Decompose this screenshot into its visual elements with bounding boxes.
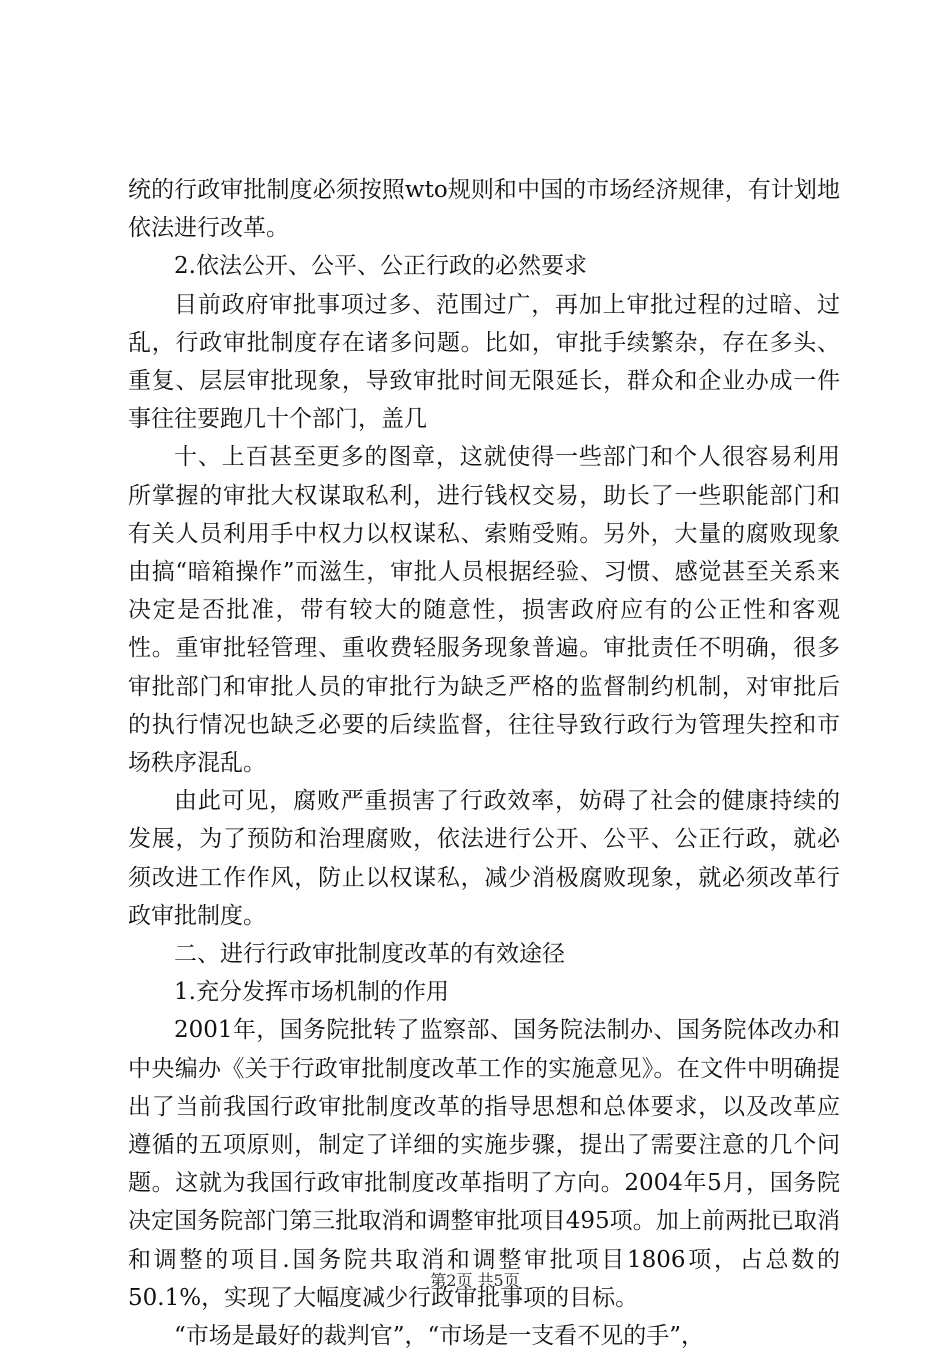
paragraph-conclusion: 由此可见，腐败严重损害了行政效率，妨碍了社会的健康持续的发展，为了预防和治理腐败，依法进行公开、公平、公正行政，就必须改进工作作风，防止以权谋私，减少消极腐败现象，就必须改革行政审批制度。 <box>128 788 840 929</box>
paragraph-market-quote: “市场是最好的裁判官”，“市场是一支看不见的手”， <box>174 1323 705 1350</box>
page-footer: 第2页 共5页 <box>430 1271 520 1290</box>
paragraph-corruption-issues: 十、上百甚至更多的图章，这就使得一些部门和个人很容易利用所掌握的审批大权谋取私利，进行钱权交易，助长了一些职能部门和有关人员利用手中权力以权谋私、索贿受贿。另外，大量的腐败现象由搞“暗箱操作”而滋生，审批人员根据经验、习惯、感觉甚至关系来决定是否批准，带有较大的随意性，损害政府应有的公正性和客观性。重审批轻管理、重收费轻服务现象普遍。审批责任不明确，很多审批部门和审批人员的审批行为缺乏严格的监督制约机制，对审批后的执行情况也缺乏必要的后续监督，往往导致行政行为管理失控和市场秩序混乱。 <box>128 444 840 777</box>
subheading-legal-administration: 2.依法公开、公平、公正行政的必然要求 <box>174 253 587 280</box>
subheading-market-mechanism: 1.充分发挥市场机制的作用 <box>174 979 449 1006</box>
section-heading-reform-paths: 二、进行行政审批制度改革的有效途径 <box>174 941 565 968</box>
document-body <box>128 171 840 1355</box>
paragraph-approval-problems: 目前政府审批事项过多、范围过广，再加上审批过程的过暗、过乱，行政审批制度存在诸多问题。比如，审批手续繁杂，存在多头、重复、层层审批现象，导致审批时间无限延长，群众和企业办成一件事往往要跑几十个部门，盖几 <box>128 291 840 433</box>
paragraph-state-council-reform: 2001年，国务院批转了监察部、国务院法制办、国务院体改办和中央编办《关于行政审批制度改革工作的实施意见》。在文件中明确提出了当前我国行政审批制度改革的指导思想和总体要求，以及改革应遵循的五项原则，制定了详细的实施步骤，提出了需要注意的几个问题。这就为我国行政审批制度改革指明了方向。2004年5月，国务院决定国务院部门第三批取消和调整审批项目495项。加上前两批已取消和调整的项目.国务院共取消和调整审批项目1806项，占总数的50.1%，实现了大幅度减少行政审批事项的目标。 <box>128 1017 840 1311</box>
paragraph-continuation: 统的行政审批制度必须按照wto规则和中国的市场经济规律，有计划地依法进行改革。 <box>128 177 840 242</box>
